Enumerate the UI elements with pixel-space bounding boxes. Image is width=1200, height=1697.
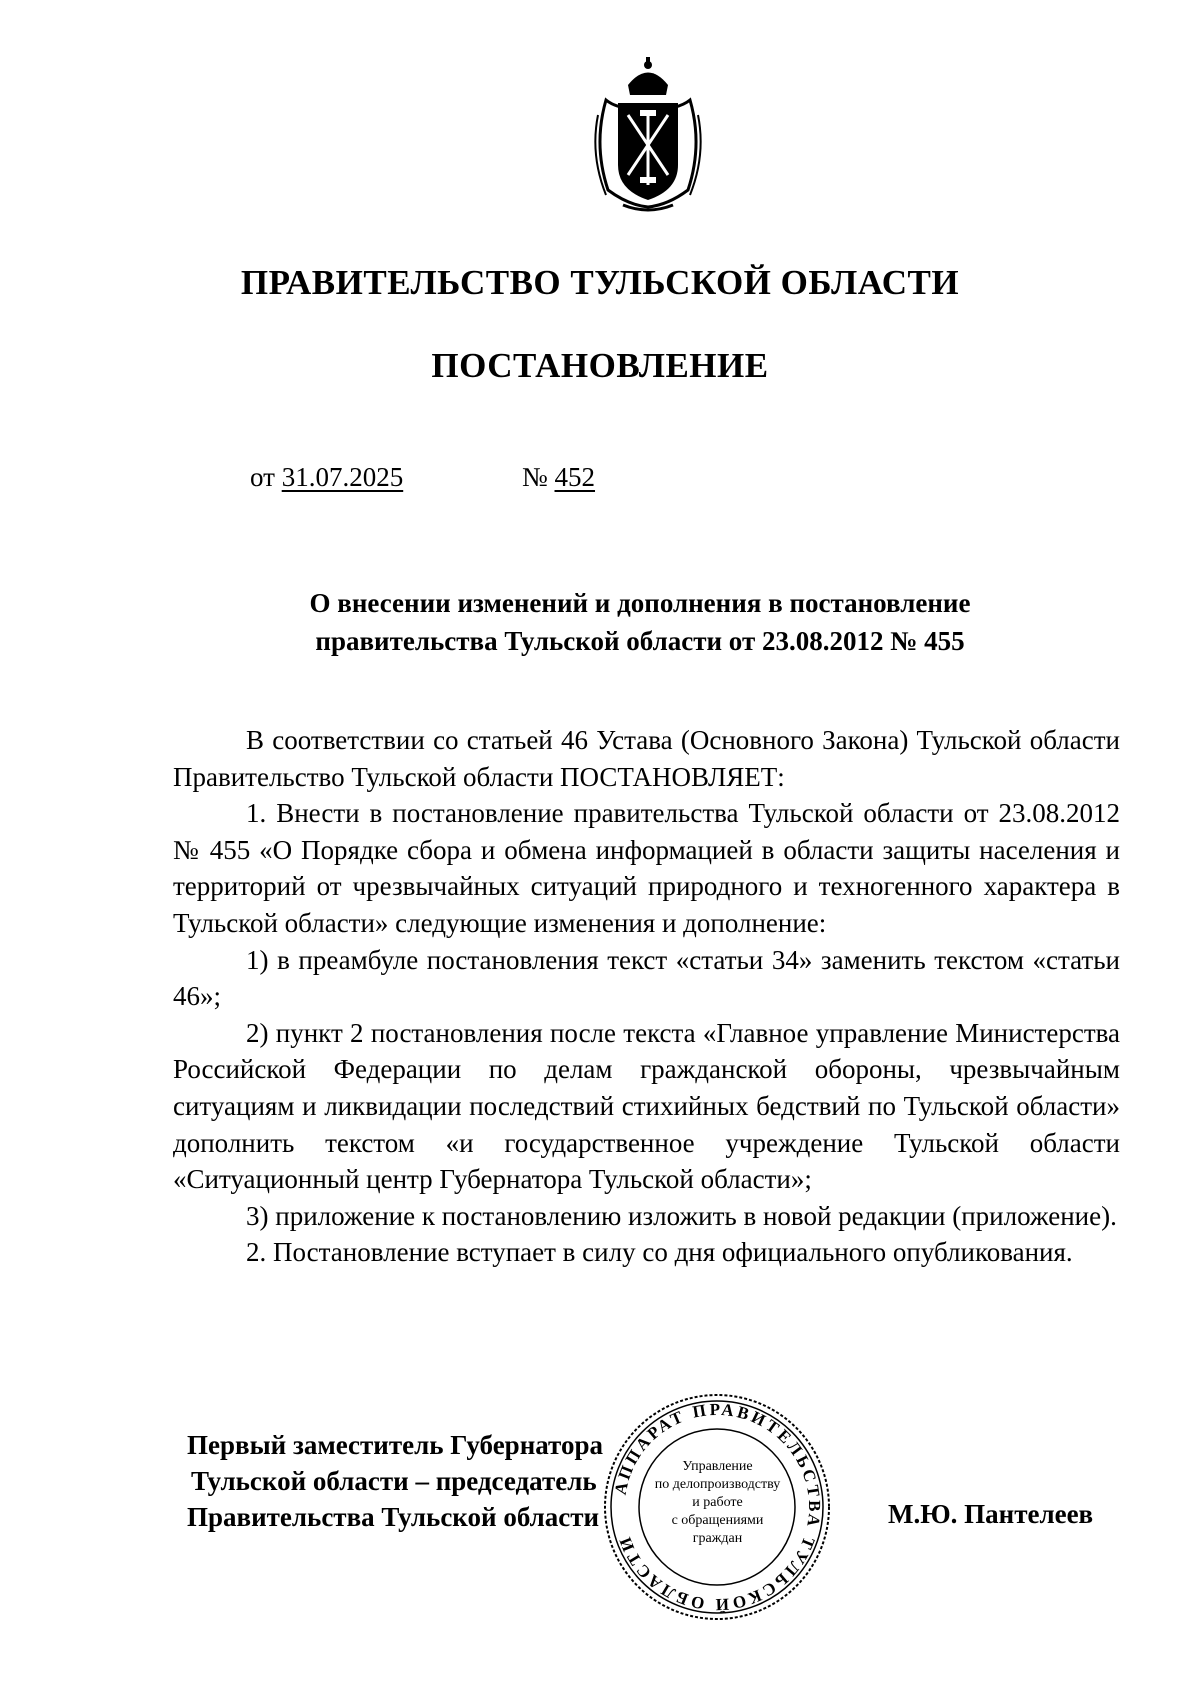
paragraph-subitem-2: 2) пункт 2 постановления после текста «Главное управление Министерства Российской Федерации по делам гражданской обороны, чрезвычайным ситуациям и ликвидации последствий стихийных бедствий по Тульской области» дополнить текстом «и государственное учреждение Тульской области «Ситуационный центр Губернатора Тульской области»; [173, 1017, 1120, 1195]
stamp-line-3: и работе [692, 1495, 743, 1510]
signatory-title-line-3: Правительства Тульской области [187, 1502, 600, 1532]
paragraph-item-1: 1. Внести в постановление правительства Тульской области от 23.08.2012 № 455 «О Порядке сбора и обмена информацией в области защиты населения и территорий от чрезвычайных ситуаций природного и техногенного характера в Тульской области» следующие изменения и дополнение: [173, 798, 1120, 938]
number-value: 452 [554, 462, 596, 492]
date-value: 31.07.2025 [281, 462, 404, 492]
paragraph-preamble: В соответствии со статьей 46 Устава (Основного Закона) Тульской области Правительство Тульской области ПОСТАНОВЛЯЕТ: [173, 725, 1120, 792]
stamp-line-1: Управление [682, 1459, 753, 1474]
date-prefix: от [250, 462, 275, 492]
signatory-name: М.Ю. Пантелеев [888, 1499, 1094, 1529]
organization-title: ПРАВИТЕЛЬСТВО ТУЛЬСКОЙ ОБЛАСТИ [240, 263, 960, 302]
document-subject [230, 584, 1050, 660]
paragraph-item-2: 2. Постановление вступает в силу со дня официального опубликования. [246, 1237, 1073, 1268]
stamp-ring-text: АППАРАТ ПРАВИТЕЛЬСТВА ТУЛЬСКОЙ ОБЛАСТИ [610, 1399, 825, 1615]
document-body [173, 722, 1120, 1271]
document-type: ПОСТАНОВЛЕНИЕ [431, 346, 769, 385]
signatory-title-line-1: Первый заместитель Губернатора [187, 1430, 603, 1460]
stamp-inner-text [645, 1458, 790, 1548]
stamp-line-5: граждан [692, 1531, 743, 1546]
subject-line-1: О внесении изменений и дополнения в постановление [309, 588, 971, 618]
stamp-line-4: с обращениями [671, 1513, 764, 1528]
stamp-line-2: по делопроизводству [654, 1477, 781, 1492]
tula-coat-of-arms-icon [588, 55, 708, 215]
document-number [522, 462, 595, 493]
paragraph-subitem-1: 1) в преамбуле постановления текст «статьи 34» заменить текстом «статьи 46»; [173, 944, 1120, 1012]
document-date [250, 462, 403, 493]
signatory-title [187, 1427, 603, 1535]
subject-line-2: правительства Тульской области от 23.08.2012 № 455 [315, 626, 965, 656]
paragraph-subitem-3: 3) приложение к постановлению изложить в новой редакции (приложение). [246, 1200, 1117, 1231]
number-prefix: № [522, 462, 548, 492]
signatory-title-line-2: Тульской области – председатель [191, 1466, 597, 1496]
